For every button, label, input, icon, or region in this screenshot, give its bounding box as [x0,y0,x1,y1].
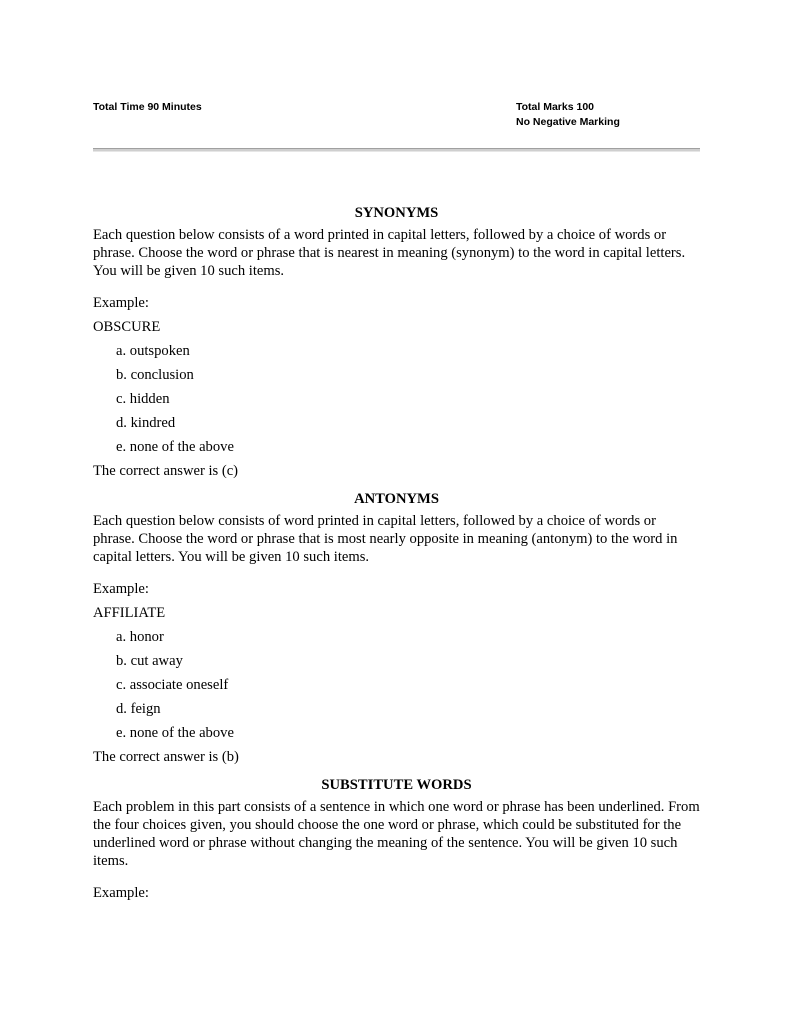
option-b: b. conclusion [116,367,194,383]
substitute-words-heading: SUBSTITUTE WORDS [321,777,472,793]
marks-info [516,100,620,129]
total-time: Total Time 90 Minutes [93,101,202,113]
synonyms-instructions: Each question below consists of a word printed in capital letters, followed by a choice of words or phrase. Choose the word or phrase that is nearest in meaning (synonym) to the word in capital letters. You will be given 10 such items. [93,227,686,279]
negative-marking-note: No Negative Marking [516,115,620,128]
option-c: c. associate oneself [116,677,229,693]
substitute-example-label: Example: [93,885,149,901]
option-a: a. honor [116,629,164,645]
total-marks: Total Marks 100 [516,101,595,113]
option-d: d. feign [116,701,161,717]
antonyms-example-word: AFFILIATE [93,605,166,621]
synonyms-options [93,342,700,456]
synonyms-example-label: Example: [93,295,149,311]
option-c: c. hidden [116,391,170,407]
option-e: e. none of the above [116,725,234,741]
substitute-words-instructions: Each problem in this part consists of a sentence in which one word or phrase has been underlined. From the four choices given, you should choose the one word or phrase, which could be substituted for the underlined word or phrase without changing the meaning of the sentence. You will be given 10 such items. [93,799,700,869]
option-a: a. outspoken [116,343,190,359]
option-b: b. cut away [116,653,183,669]
antonyms-heading: ANTONYMS [354,491,439,507]
option-d: d. kindred [116,415,176,431]
document-body [93,204,700,908]
substitute-words-section [93,776,700,902]
synonyms-answer: The correct answer is (c) [93,463,239,479]
antonyms-instructions: Each question below consists of word printed in capital letters, followed by a choice of words or phrase. Choose the word or phrase that is most nearly opposite in meaning (antonym) to the word in capital letters. You will be given 10 such items. [93,513,678,565]
synonyms-heading: SYNONYMS [354,205,439,221]
header-divider [93,148,700,152]
synonyms-section [93,204,700,480]
antonyms-answer: The correct answer is (b) [93,749,239,765]
antonyms-options [93,628,700,742]
antonyms-section [93,490,700,766]
option-e: e. none of the above [116,439,234,455]
antonyms-example-label: Example: [93,581,149,597]
synonyms-example-word: OBSCURE [93,319,161,335]
